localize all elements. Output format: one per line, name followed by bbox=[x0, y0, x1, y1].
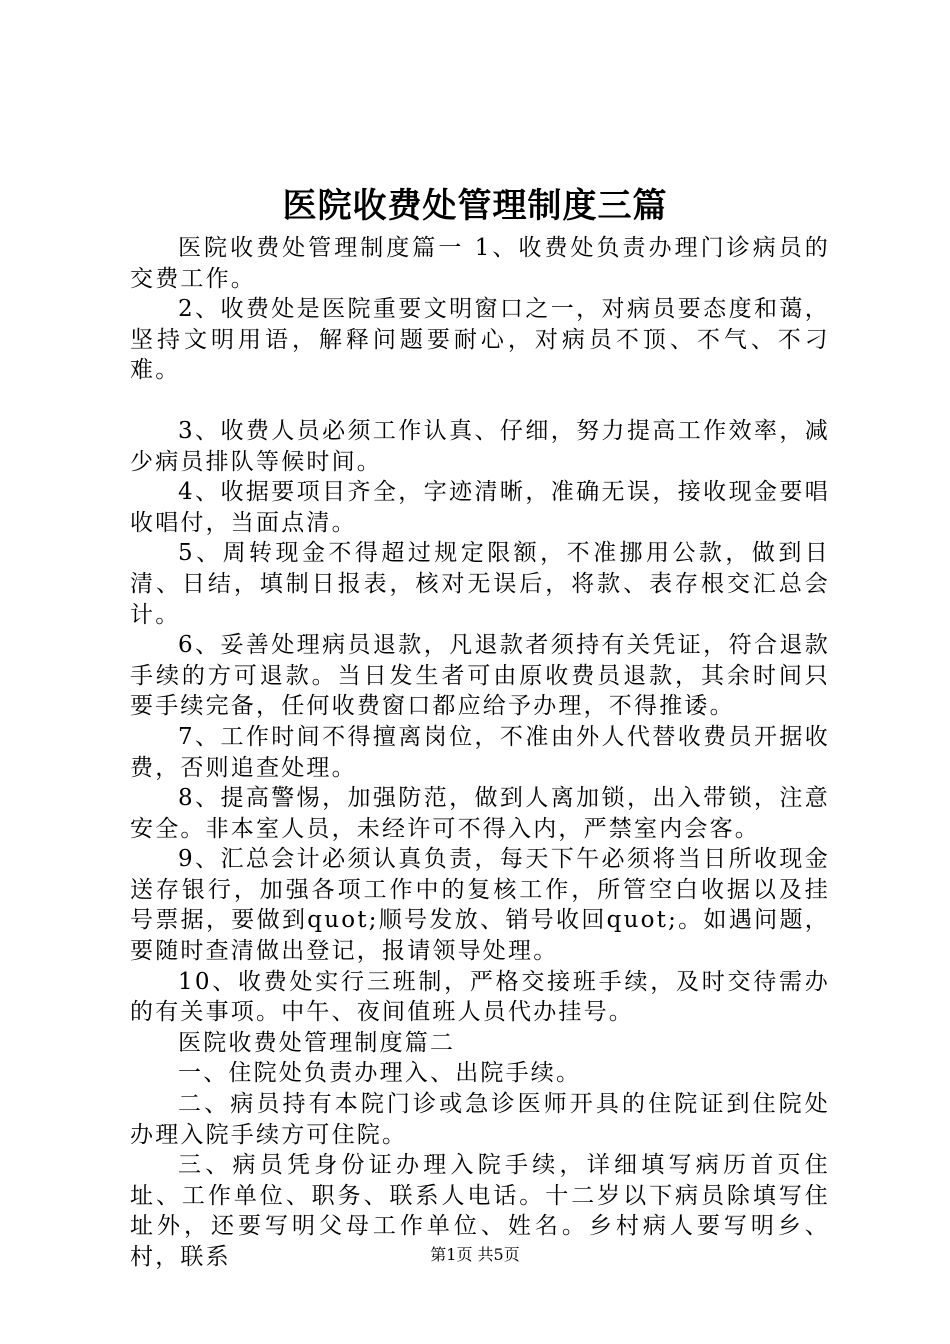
paragraph-11: 一、住院处负责办理入、出院手续。 bbox=[178, 1060, 582, 1087]
paragraph-9: 9、汇总会计必须认真负责，每天下午必须将当日所收现金送存银行，加强各项工作中的复核工作，所管空白收据以及挂号票据，要做到quot;顺号发放、销号收回quot;。如遇问题，要随时查清做出登记，报请领导处理。 bbox=[130, 846, 830, 965]
paragraph-4: 4、收据要项目齐全，字迹清晰，准确无误，接收现金要唱收唱付，当面点清。 bbox=[130, 479, 830, 536]
section-heading-2: 医院收费处管理制度篇二 bbox=[178, 1029, 456, 1056]
paragraph-3: 3、收费人员必须工作认真、仔细，努力提高工作效率，减少病员排队等候时间。 bbox=[130, 417, 830, 475]
paragraph-5: 5、周转现金不得超过规定限额，不准挪用公款，做到日清、日结，填制日报表，核对无误后，将款、表存根交汇总会计。 bbox=[130, 540, 830, 628]
paragraph-1: 医院收费处管理制度篇一 1、收费处负责办理门诊病员的交费工作。 bbox=[130, 235, 830, 292]
page-footer: 第1页 共5页 bbox=[430, 1245, 520, 1264]
page-title: 医院收费处管理制度三篇 bbox=[282, 186, 668, 226]
document-body bbox=[130, 233, 830, 1273]
paragraph-2: 2、收费处是医院重要文明窗口之一，对病员要态度和蔼，坚持文明用语，解释问题要耐心，对病员不顶、不气、不刁难。 bbox=[130, 296, 830, 384]
paragraph-8: 8、提高警惕，加强防范，做到人离加锁，出入带锁，注意安全。非本室人员，未经许可不得入内，严禁室内会客。 bbox=[130, 785, 830, 842]
paragraph-6: 6、妥善处理病员退款，凡退款者须持有关凭证，符合退款手续的方可退款。当日发生者可由原收费员退款，其余时间只要手续完备，任何收费窗口都应给予办理，不得推诿。 bbox=[130, 632, 830, 720]
paragraph-12: 二、病员持有本院门诊或急诊医师开具的住院证到住院处办理入院手续方可住院。 bbox=[130, 1091, 830, 1148]
paragraph-13: 三、病员凭身份证办理入院手续，详细填写病历首页住址、工作单位、职务、联系人电话。十二岁以下病员除填写住址外，还要写明父母工作单位、姓名。乡村病人要写明乡、村，联系 bbox=[130, 1152, 830, 1270]
paragraph-10: 10、收费处实行三班制，严格交接班手续，及时交待需办的有关事项。中午、夜间值班人员代办挂号。 bbox=[130, 968, 830, 1026]
paragraph-7: 7、工作时间不得擅离岗位，不准由外人代替收费员开据收费，否则追查处理。 bbox=[130, 723, 830, 781]
